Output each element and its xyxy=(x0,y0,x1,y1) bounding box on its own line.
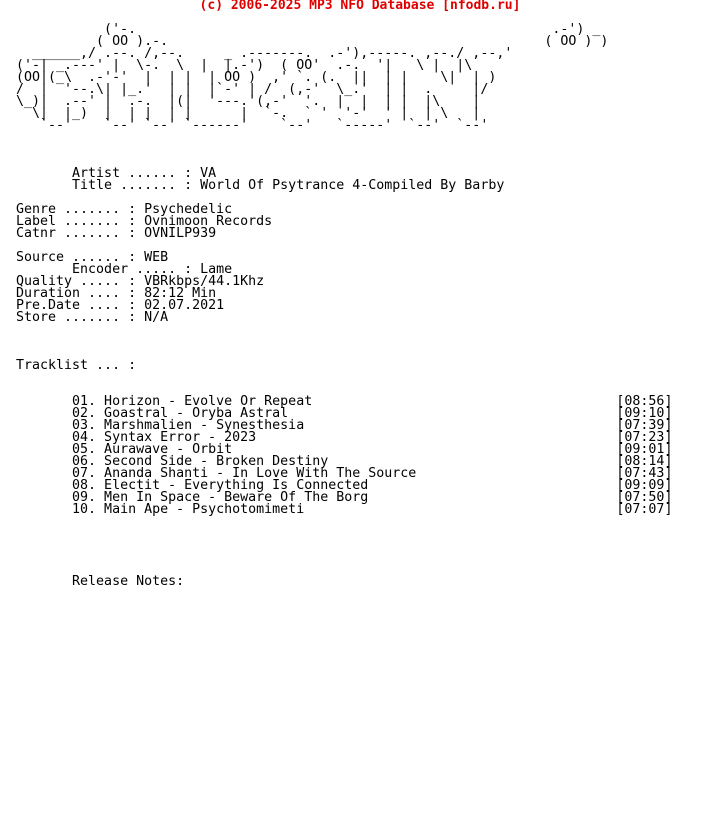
store-line: Store ....... : N/A xyxy=(16,310,169,325)
track-row: 05. Aurawave - Orbit [09:01] xyxy=(16,442,673,457)
track-row: 03. Marshmalien - Synesthesia [07:39] xyxy=(16,418,673,433)
title-line: Title ....... : World Of Psytrance 4-Compiled By Barby xyxy=(16,178,505,193)
blank-line xyxy=(16,540,672,552)
genre-line: Genre ....... : Psychedelic xyxy=(16,202,233,217)
predate-line: Pre.Date .... : 02.07.2021 xyxy=(16,298,225,313)
source-line: Source ...... : WEB xyxy=(16,250,169,265)
logo-line: ('-| _.---' | \-. \ | |.-') ( OO' .-. '| \ | |\ xyxy=(16,58,473,73)
track-row: 02. Goastral - Oryba Astral [09:10] xyxy=(16,406,673,421)
logo-line: (OO|(_\ .-'-' | | | | OO ) ,' `. (. || | | \| | ) xyxy=(16,70,497,85)
blank-line xyxy=(16,372,672,384)
track-row: 04. Syntax Error - 2023 [07:23] xyxy=(16,430,673,445)
blank-line xyxy=(16,132,672,144)
logo-line: ( OO ).-. ( OO ) ) xyxy=(16,34,609,49)
site-copyright-header: (c) 2006-2025 MP3 NFO Database [nfodb.ru] xyxy=(199,0,521,13)
track-row: 10. Main Ape - Psychotomimeti [07:07] xyxy=(16,502,673,517)
encoder-line: Encoder ..... : Lame xyxy=(16,262,233,277)
blank-line xyxy=(16,144,672,156)
logo-line: / | '--.\| |_.' | | |`-' | / (,-' \_.' | | . |/ xyxy=(16,82,489,97)
track-row: 01. Horizon - Evolve Or Repeat [08:56] xyxy=(16,394,673,409)
logo-line: \| |_) | | | | | | `-. ` ' '-' ' | | \ | xyxy=(16,106,481,121)
nfo-text xyxy=(16,24,672,588)
label-line: Label ....... : Ovnimoon Records xyxy=(16,214,273,229)
logo-line: `--' `--' `--' `------' `--' `-----' `--' `--' xyxy=(16,118,489,133)
track-row: 08. Electit - Everything Is Connected [09:09] xyxy=(16,478,673,493)
track-row: 09. Men In Space - Beware Of The Borg [07:50] xyxy=(16,490,673,505)
logo-line: \_)| .--' | .-. |(| '---.'(,-' '. | | | | |\ | xyxy=(16,94,481,109)
blank-line xyxy=(16,336,672,348)
logo-line: ______,/ .--. /,--. _ .-------. .-'),-----. ,--./ ,--,' xyxy=(16,46,513,61)
track-row: 06. Second Side - Broken Destiny [08:14] xyxy=(16,454,673,469)
blank-line xyxy=(16,324,672,336)
catnr-line: Catnr ....... : OVNILP939 xyxy=(16,226,217,241)
artist-line: Artist ...... : VA xyxy=(16,166,217,181)
logo-line: ('-. .-') _ xyxy=(16,22,601,37)
duration-line: Duration .... : 82:12 Min xyxy=(16,286,217,301)
release-notes-label: Release Notes: xyxy=(16,574,185,589)
blank-line xyxy=(16,552,672,564)
tracklist-title: Tracklist ... : xyxy=(16,358,137,373)
blank-line xyxy=(16,528,672,540)
blank-line xyxy=(16,516,672,528)
track-row: 07. Ananda Shanti - In Love With The Source [07:43] xyxy=(16,466,673,481)
quality-line: Quality ..... : VBRkbps/44.1Khz xyxy=(16,274,265,289)
